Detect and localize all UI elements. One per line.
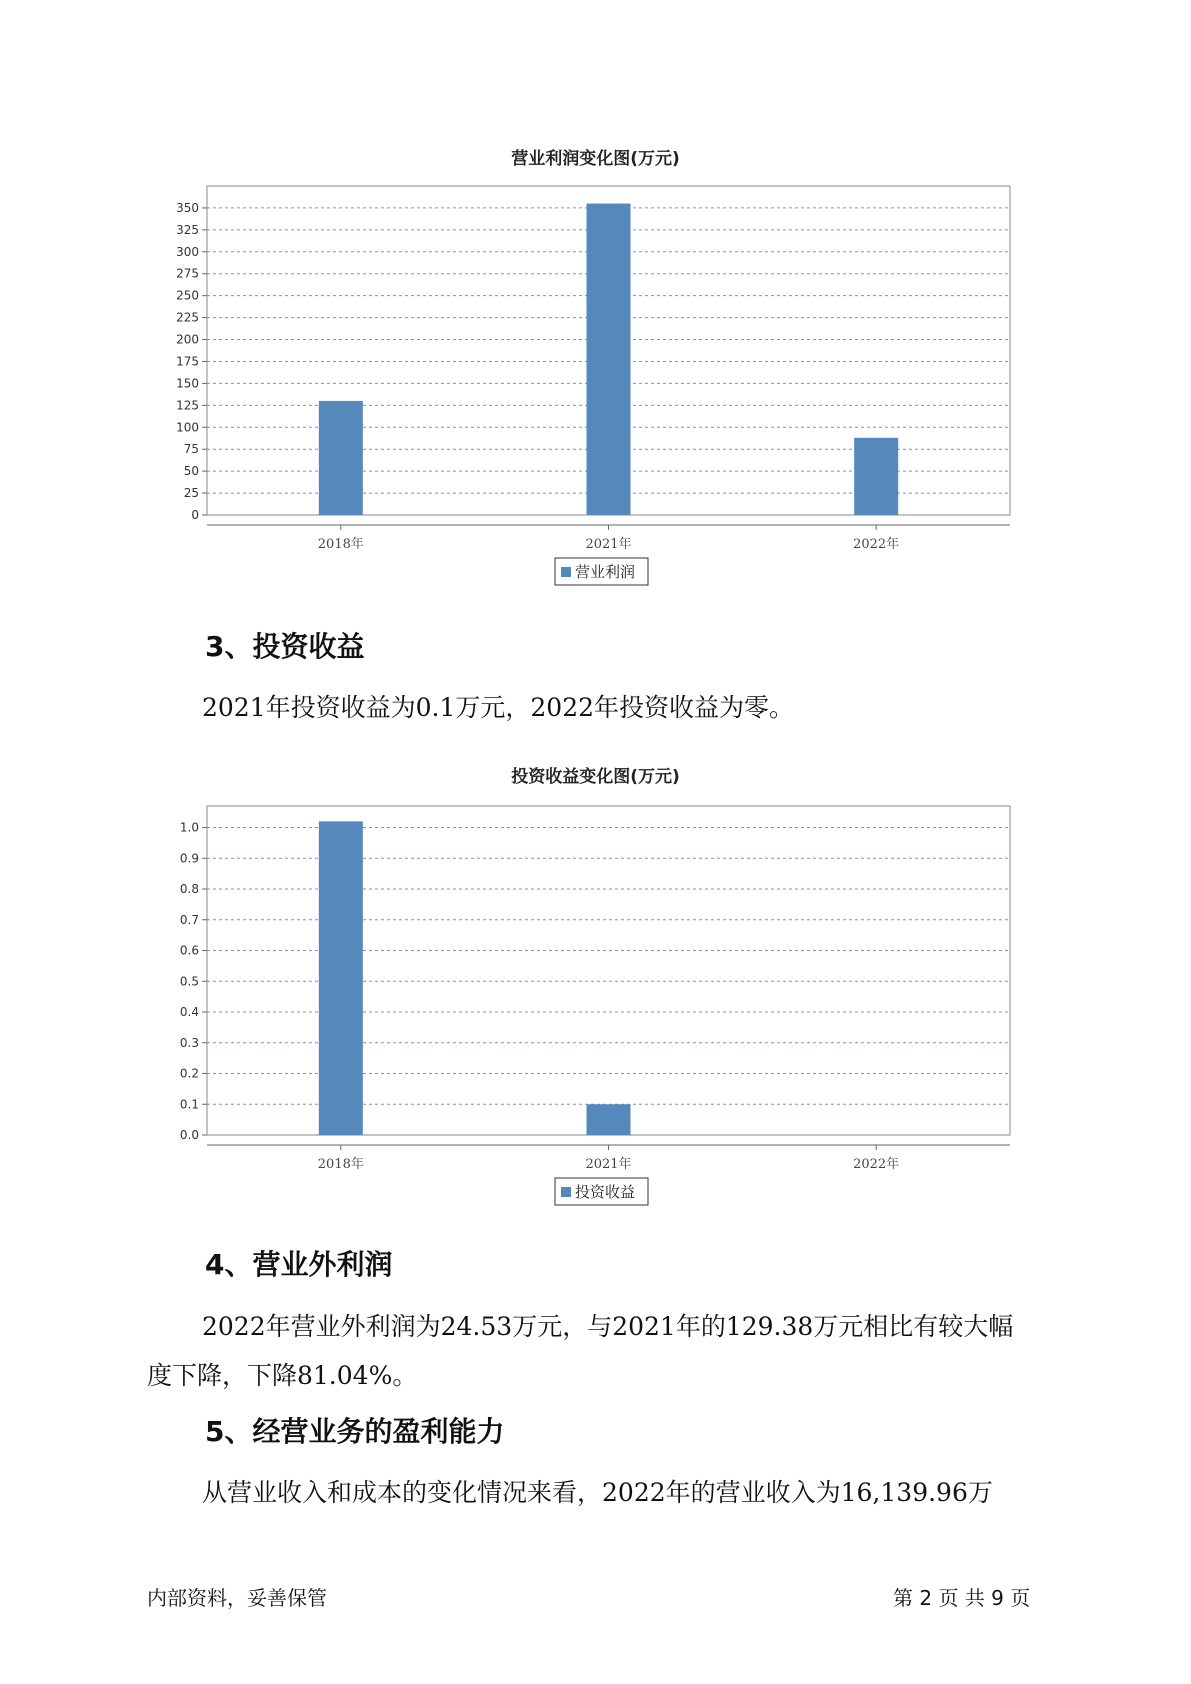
bar-2018年 <box>319 821 363 1135</box>
y-tick-label: 300 <box>176 244 199 259</box>
bar-2021年 <box>587 204 631 515</box>
section-4-text-line1: 2022年营业外利润为24.53万元，与2021年的129.38万元相比有较大幅 <box>202 1312 1014 1341</box>
y-tick-label: 325 <box>176 222 199 237</box>
legend-label: 营业利润 <box>575 563 636 581</box>
y-tick-label: 125 <box>176 398 199 413</box>
y-tick-label: 0.0 <box>179 1128 199 1142</box>
section-5-text: 从营业收入和成本的变化情况来看，2022年的营业收入为16,139.96万 <box>202 1478 993 1507</box>
y-tick-label: 0.3 <box>179 1035 199 1050</box>
legend-swatch <box>561 567 571 577</box>
y-tick-label: 0.5 <box>179 974 199 989</box>
section-4-text-line2: 度下降，下降81.04%。 <box>147 1361 418 1390</box>
y-tick-label: 0.8 <box>179 882 199 897</box>
y-tick-label: 0.4 <box>179 1005 199 1020</box>
y-tick-label: 50 <box>183 464 199 479</box>
section-3-heading: 3、投资收益 <box>205 630 365 663</box>
x-tick-label: 2021年 <box>585 1157 632 1172</box>
y-tick-label: 225 <box>176 310 199 325</box>
y-tick-label: 0.1 <box>179 1097 199 1112</box>
x-tick-label: 2018年 <box>317 1157 364 1172</box>
y-tick-label: 150 <box>176 376 199 391</box>
y-tick-label: 0.9 <box>179 851 199 866</box>
y-tick-label: 100 <box>176 420 199 435</box>
bar-2022年 <box>854 438 898 515</box>
x-tick-label: 2022年 <box>853 537 900 552</box>
section-5-heading: 5、经营业务的盈利能力 <box>205 1415 505 1448</box>
y-tick-label: 0.6 <box>179 943 199 958</box>
y-tick-label: 75 <box>183 442 199 457</box>
y-tick-label: 25 <box>183 486 199 501</box>
y-tick-label: 350 <box>176 200 199 215</box>
footer-page-number: 第 2 页 共 9 页 <box>893 1586 1031 1610</box>
x-tick-label: 2022年 <box>853 1157 900 1172</box>
x-tick-label: 2018年 <box>317 537 364 552</box>
section-4-heading: 4、营业外利润 <box>205 1248 393 1281</box>
legend-label: 投资收益 <box>575 1183 636 1201</box>
chart2-title: 投资收益变化图(万元) <box>511 767 680 787</box>
y-tick-label: 250 <box>176 288 199 303</box>
x-tick-label: 2021年 <box>585 537 632 552</box>
y-tick-label: 200 <box>176 332 199 347</box>
y-tick-label: 0.2 <box>179 1066 199 1081</box>
footer-left: 内部资料，妥善保管 <box>147 1586 327 1610</box>
section-3-text: 2021年投资收益为0.1万元，2022年投资收益为零。 <box>202 693 795 722</box>
y-tick-label: 1.0 <box>179 820 199 835</box>
bar-2021年 <box>587 1104 631 1135</box>
bar-2018年 <box>319 401 363 515</box>
y-tick-label: 0 <box>191 508 199 522</box>
y-tick-label: 275 <box>176 266 199 281</box>
chart-investment-income <box>0 790 1191 1230</box>
chart-operating-profit <box>0 170 1191 610</box>
y-tick-label: 0.7 <box>179 912 199 927</box>
chart1-title: 营业利润变化图(万元) <box>511 149 680 169</box>
y-tick-label: 175 <box>176 354 199 369</box>
legend-swatch <box>561 1187 571 1197</box>
